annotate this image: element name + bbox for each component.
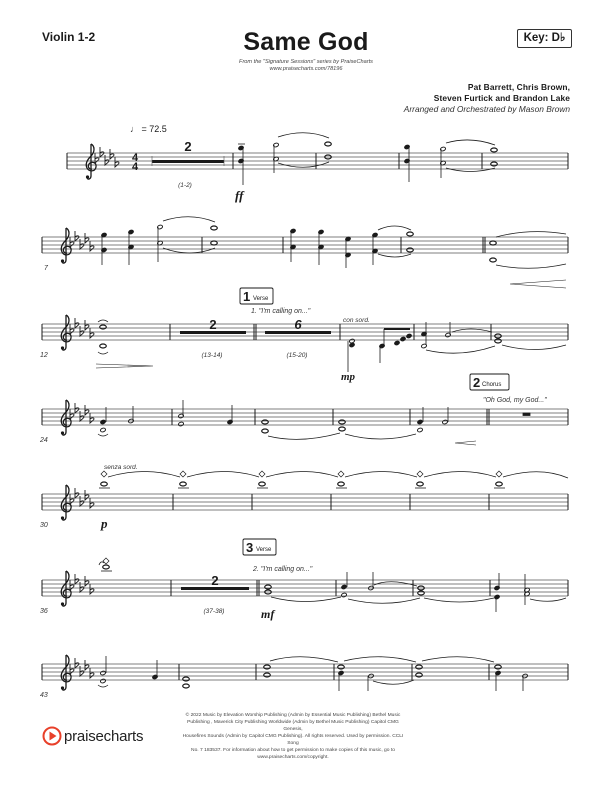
lyric-cue-verse-1: 1. "I'm calling on..." [251, 308, 311, 315]
svg-text:(37-38): (37-38) [203, 608, 225, 615]
multirest-13-14 [180, 317, 246, 359]
svg-text:Verse: Verse [256, 547, 272, 553]
svg-text:24: 24 [40, 437, 48, 444]
composers-line-2: Steven Furtick and Brandon Lake [433, 93, 570, 103]
svg-text:36: 36 [40, 608, 48, 615]
copyright-line: No. 7 183537. For information about how to get permission to make copies of this music, go to [191, 748, 395, 753]
svg-text:6: 6 [294, 317, 302, 332]
svg-text:Verse: Verse [253, 296, 269, 302]
staff-system-1 [67, 153, 568, 169]
copyright-line: Publishing , Maverick City Publishing Worldwide (Admin by Bethel Music Publishing) Capitol CMG Genesis, [187, 720, 399, 732]
praisecharts-logo [42, 726, 143, 746]
svg-text:2: 2 [211, 573, 219, 588]
multirest-15-20 [265, 317, 331, 359]
svg-text:(13-14): (13-14) [201, 352, 223, 359]
copyright-line: © 2022 Music by Elevation Worship Publishing (Admin by Essential Music Publishing) Bethel Music [185, 713, 401, 718]
svg-text:1: 1 [243, 289, 251, 304]
expressions [104, 308, 547, 573]
arranger-credit: Arranged and Orchestrated by Mason Brown [403, 104, 570, 114]
svg-text:Chorus: Chorus [482, 382, 502, 388]
lyric-cue-verse-2: 2. "I'm calling on..." [253, 566, 313, 573]
svg-text:(15-20): (15-20) [286, 352, 308, 359]
play-icon [42, 726, 62, 746]
rehearsal-mark-1 [240, 288, 273, 304]
staff-system-2 [42, 237, 568, 253]
composers-line-1: Pat Barrett, Chris Brown, [467, 82, 570, 92]
notes [96, 133, 568, 691]
svg-text:2: 2 [473, 375, 481, 390]
copyright-notice [180, 712, 406, 761]
dynamic-mp: mp [341, 371, 356, 383]
svg-text:♩ = 72.5: ♩ = 72.5 [130, 124, 167, 134]
source-url: www.praisecharts.com/78196 [269, 65, 343, 72]
svg-text:4: 4 [131, 152, 139, 164]
multirest-1-2 [152, 139, 224, 189]
song-title: Same God [243, 28, 369, 56]
svg-text:7: 7 [44, 265, 48, 272]
staff-system-6 [42, 580, 568, 596]
series-line: From the "Signature Sessions" series by PraiseCharts [239, 59, 373, 65]
dynamic-ff: ff [235, 188, 244, 203]
rehearsal-mark-2 [470, 374, 509, 390]
key-badge: Key: D♭ [517, 29, 572, 48]
svg-text:(1-2): (1-2) [178, 182, 192, 189]
svg-text:2: 2 [209, 317, 217, 332]
lyric-cue-chorus: "Oh God, my God..." [483, 397, 547, 404]
time-signature [132, 152, 139, 173]
measure-numbers [39, 265, 49, 699]
svg-text:4: 4 [131, 161, 139, 173]
svg-text:3: 3 [246, 540, 254, 555]
tempo-marking [130, 124, 167, 134]
multirests [152, 139, 331, 615]
copyright-link[interactable]: www.praisecharts.com/copyright. [257, 755, 329, 760]
part-name: Violin 1-2 [42, 30, 96, 44]
svg-text:30: 30 [40, 522, 48, 529]
svg-text:12: 12 [40, 352, 48, 359]
svg-text:43: 43 [40, 692, 48, 699]
copyright-line: Housefires Sounds (Admin by Capitol CMG Publishing). All rights reserved. Used by permission. CCLI Song [182, 734, 404, 746]
senza-sord-text: senza sord. [104, 464, 138, 471]
con-sord-text: con sord. [343, 317, 370, 324]
dynamic-p: p [101, 516, 108, 531]
multirest-37-38 [181, 573, 249, 615]
barlines [42, 153, 568, 680]
svg-text:2: 2 [184, 139, 192, 154]
rehearsal-mark-3 [243, 539, 276, 555]
dynamic-mf: mf [261, 607, 275, 621]
logo-text: praisecharts [64, 727, 144, 745]
